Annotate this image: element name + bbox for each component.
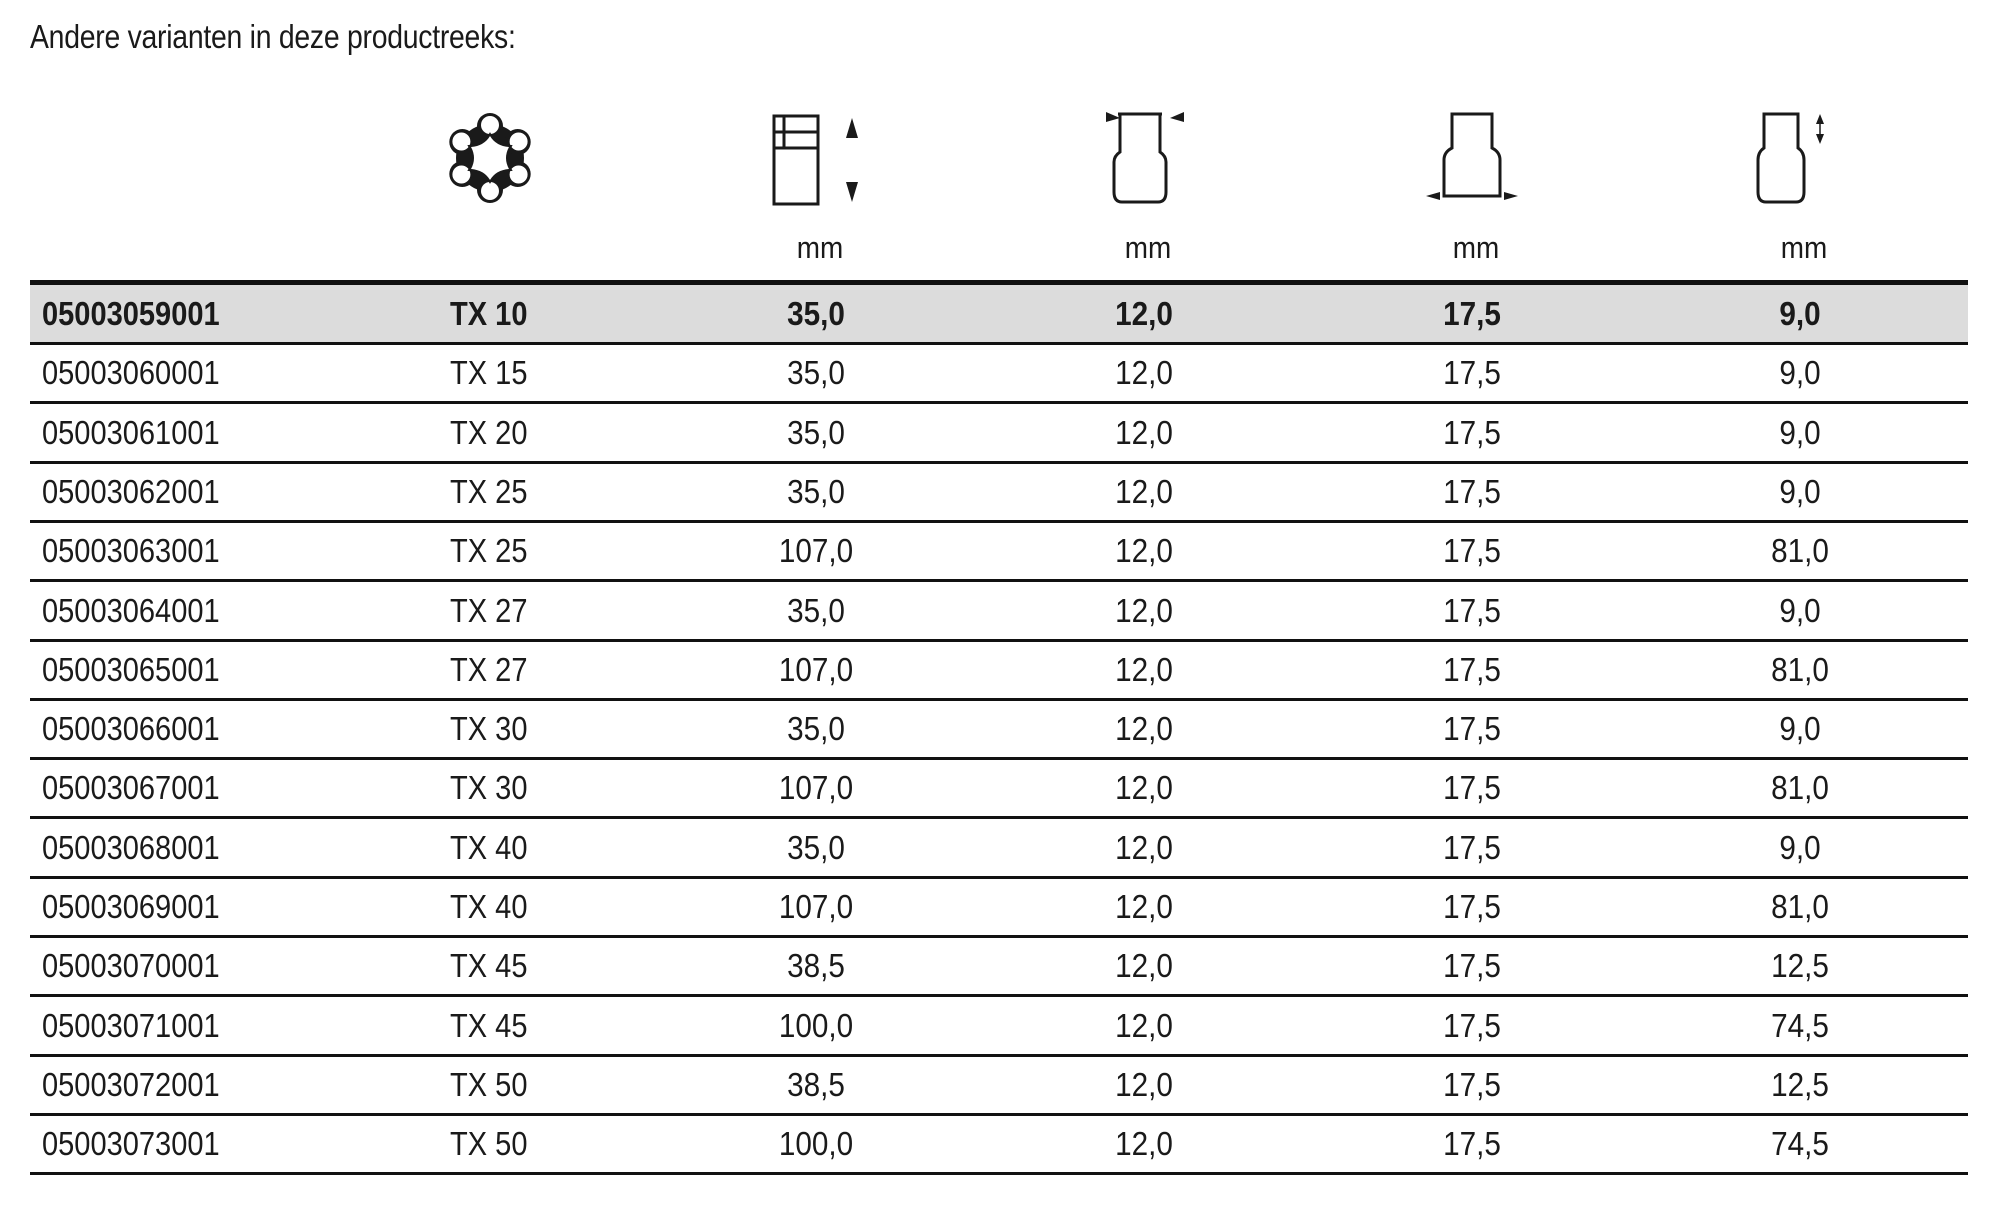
- table-row[interactable]: [30, 759, 1968, 819]
- length-cell: 107,0: [778, 769, 854, 806]
- length-cell: 35,0: [787, 354, 845, 391]
- length-cell: 35,0: [787, 829, 845, 866]
- article-code-cell: 05003071001: [42, 1007, 220, 1044]
- article-code-cell: 05003061001: [42, 414, 220, 451]
- diameter-cell: 17,5: [1443, 473, 1501, 510]
- torx-size-cell: TX 27: [450, 592, 528, 629]
- table-row[interactable]: [30, 819, 1968, 879]
- unit-drive: mm: [1124, 230, 1172, 265]
- length-cell: 35,0: [787, 473, 845, 510]
- table-row[interactable]: [30, 582, 1968, 642]
- socket-depth-icon: [1750, 108, 1830, 208]
- length-cell: 100,0: [778, 1007, 854, 1044]
- article-code-cell: 05003066001: [42, 710, 220, 747]
- diameter-cell: 17,5: [1443, 651, 1501, 688]
- unit-length: mm: [796, 230, 844, 265]
- depth-cell: 9,0: [1779, 710, 1821, 747]
- torx-size-cell: TX 30: [450, 710, 528, 747]
- article-code-cell: 05003068001: [42, 829, 220, 866]
- depth-cell: 9,0: [1779, 829, 1821, 866]
- table-row[interactable]: [30, 878, 1968, 938]
- drive-cell: 12,0: [1115, 1125, 1173, 1162]
- article-code-cell: 05003069001: [42, 888, 220, 925]
- unit-depth: mm: [1780, 230, 1828, 265]
- article-code-cell: 05003073001: [42, 1125, 220, 1162]
- depth-cell: 12,5: [1771, 947, 1829, 984]
- drive-cell: 12,0: [1115, 295, 1173, 332]
- depth-cell: 9,0: [1779, 295, 1821, 332]
- depth-cell: 9,0: [1779, 414, 1821, 451]
- diameter-cell: 17,5: [1443, 295, 1501, 332]
- unit-diameter: mm: [1452, 230, 1500, 265]
- drive-cell: 12,0: [1115, 947, 1173, 984]
- diameter-cell: 17,5: [1443, 1007, 1501, 1044]
- drive-cell: 12,0: [1115, 354, 1173, 391]
- table-row[interactable]: [30, 700, 1968, 760]
- diameter-cell: 17,5: [1443, 592, 1501, 629]
- table-row[interactable]: [30, 1115, 1968, 1175]
- length-cell: 107,0: [778, 532, 854, 569]
- torx-size-cell: TX 45: [450, 947, 528, 984]
- square-drive-width-icon: [1100, 108, 1190, 208]
- depth-cell: 9,0: [1779, 473, 1821, 510]
- torx-size-cell: TX 27: [450, 651, 528, 688]
- drive-cell: 12,0: [1115, 710, 1173, 747]
- page-title: Andere varianten in deze productreeks:: [30, 18, 516, 55]
- drive-cell: 12,0: [1115, 473, 1173, 510]
- length-cell: 35,0: [787, 710, 845, 747]
- torx-profile-icon: [440, 108, 540, 208]
- length-cell: 35,0: [787, 414, 845, 451]
- drive-cell: 12,0: [1115, 829, 1173, 866]
- depth-cell: 81,0: [1771, 769, 1829, 806]
- length-cell: 107,0: [778, 651, 854, 688]
- drive-cell: 12,0: [1115, 651, 1173, 688]
- drive-cell: 12,0: [1115, 1066, 1173, 1103]
- depth-cell: 74,5: [1771, 1007, 1829, 1044]
- torx-size-cell: TX 30: [450, 769, 528, 806]
- drive-cell: 12,0: [1115, 532, 1173, 569]
- diameter-cell: 17,5: [1443, 1125, 1501, 1162]
- drive-cell: 12,0: [1115, 888, 1173, 925]
- torx-size-cell: TX 40: [450, 888, 528, 925]
- torx-size-cell: TX 25: [450, 532, 528, 569]
- article-code-cell: 05003059001: [42, 295, 220, 332]
- drive-cell: 12,0: [1115, 592, 1173, 629]
- torx-size-cell: TX 50: [450, 1066, 528, 1103]
- table-row[interactable]: [30, 641, 1968, 701]
- drive-cell: 12,0: [1115, 769, 1173, 806]
- article-code-cell: 05003067001: [42, 769, 220, 806]
- article-code-cell: 05003064001: [42, 592, 220, 629]
- table-row[interactable]: [30, 1056, 1968, 1116]
- length-cell: 35,0: [787, 295, 845, 332]
- depth-cell: 9,0: [1779, 592, 1821, 629]
- length-cell: 38,5: [787, 947, 845, 984]
- torx-size-cell: TX 50: [450, 1125, 528, 1162]
- diameter-cell: 17,5: [1443, 888, 1501, 925]
- torx-size-cell: TX 10: [450, 295, 528, 332]
- diameter-cell: 17,5: [1443, 354, 1501, 391]
- table-row[interactable]: [30, 997, 1968, 1057]
- depth-cell: 12,5: [1771, 1066, 1829, 1103]
- depth-cell: 81,0: [1771, 651, 1829, 688]
- table-row[interactable]: [30, 404, 1968, 464]
- article-code-cell: 05003072001: [42, 1066, 220, 1103]
- torx-size-cell: TX 25: [450, 473, 528, 510]
- depth-cell: 81,0: [1771, 532, 1829, 569]
- diameter-cell: 17,5: [1443, 710, 1501, 747]
- depth-cell: 81,0: [1771, 888, 1829, 925]
- diameter-cell: 17,5: [1443, 829, 1501, 866]
- diameter-cell: 17,5: [1443, 1066, 1501, 1103]
- table-row[interactable]: [30, 522, 1968, 582]
- depth-cell: 74,5: [1771, 1125, 1829, 1162]
- article-code-cell: 05003063001: [42, 532, 220, 569]
- article-code-cell: 05003070001: [42, 947, 220, 984]
- table-row[interactable]: [30, 937, 1968, 997]
- table-row[interactable]: [30, 463, 1968, 523]
- outer-diameter-icon: [1422, 108, 1522, 208]
- length-cell: 107,0: [778, 888, 854, 925]
- diameter-cell: 17,5: [1443, 769, 1501, 806]
- drive-cell: 12,0: [1115, 1007, 1173, 1044]
- length-cell: 35,0: [787, 592, 845, 629]
- article-code-cell: 05003062001: [42, 473, 220, 510]
- drive-cell: 12,0: [1115, 414, 1173, 451]
- article-code-cell: 05003065001: [42, 651, 220, 688]
- table-row-selected[interactable]: [30, 285, 1968, 345]
- length-cell: 100,0: [778, 1125, 854, 1162]
- torx-size-cell: TX 40: [450, 829, 528, 866]
- table-row[interactable]: [30, 344, 1968, 404]
- length-cell: 38,5: [787, 1066, 845, 1103]
- overall-length-icon: [762, 108, 872, 208]
- torx-size-cell: TX 20: [450, 414, 528, 451]
- diameter-cell: 17,5: [1443, 414, 1501, 451]
- torx-size-cell: TX 15: [450, 354, 528, 391]
- torx-size-cell: TX 45: [450, 1007, 528, 1044]
- depth-cell: 9,0: [1779, 354, 1821, 391]
- article-code-cell: 05003060001: [42, 354, 220, 391]
- diameter-cell: 17,5: [1443, 532, 1501, 569]
- diameter-cell: 17,5: [1443, 947, 1501, 984]
